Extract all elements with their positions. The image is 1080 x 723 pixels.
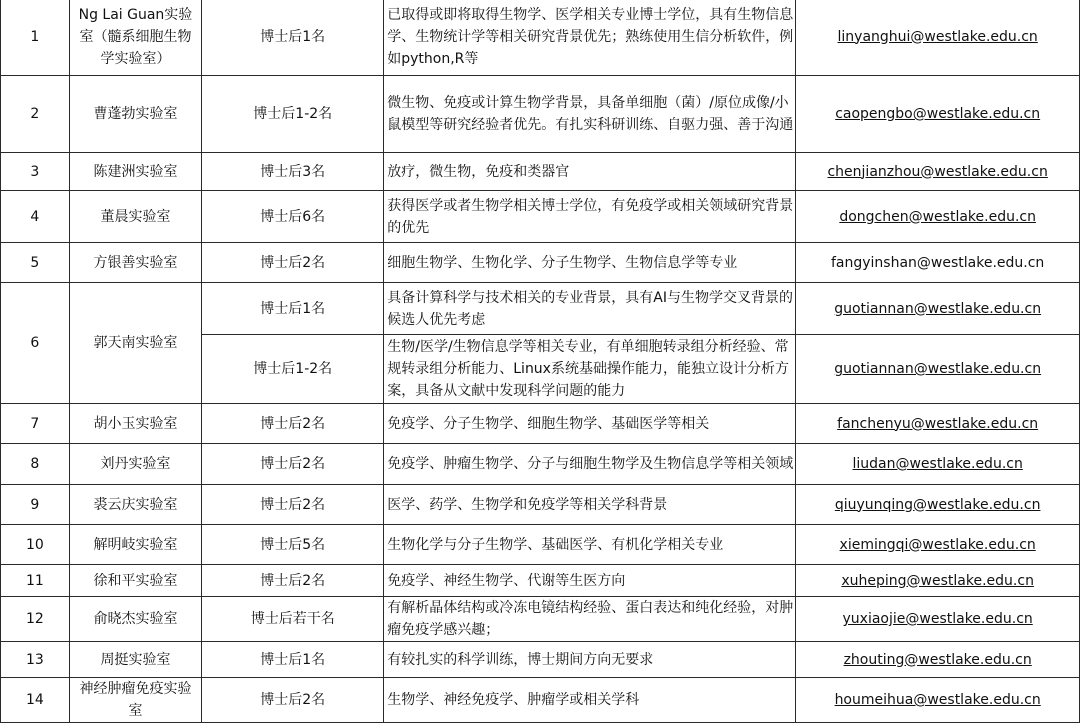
email-cell — [796, 283, 1080, 335]
row-number: 1 — [1, 0, 70, 76]
position-count: 博士后6名 — [202, 191, 384, 243]
position-count: 博士后1名 — [202, 0, 384, 76]
requirements: 有解析晶体结构或冷冻电镜结构经验、蛋白表达和纯化经验，对肿瘤免疫学感兴趣； — [384, 597, 796, 642]
email-cell — [796, 76, 1080, 153]
table-row — [1, 678, 1080, 723]
position-count: 博士后1名 — [202, 283, 384, 335]
email-link[interactable]: dongchen@westlake.edu.cn — [839, 208, 1036, 225]
table-row — [1, 243, 1080, 283]
requirements: 具备计算科学与技术相关的专业背景，具有AI与生物学交叉背景的候选人优先考虑 — [384, 283, 796, 335]
table-row — [1, 642, 1080, 678]
lab-name: 俞晓杰实验室 — [69, 597, 202, 642]
email-cell — [796, 678, 1080, 723]
position-count: 博士后1-2名 — [202, 76, 384, 153]
row-number: 6 — [1, 283, 70, 404]
lab-name: 解明岐实验室 — [69, 525, 202, 565]
position-count: 博士后1-2名 — [202, 335, 384, 404]
email-link[interactable]: liudan@westlake.edu.cn — [852, 456, 1023, 472]
table-row — [1, 76, 1080, 153]
row-number: 8 — [1, 444, 70, 485]
email-link[interactable]: caopengbo@westlake.edu.cn — [835, 106, 1041, 122]
email-link[interactable]: xuheping@westlake.edu.cn — [841, 572, 1034, 589]
requirements: 免疫学、分子生物学、细胞生物学、基础医学等相关 — [384, 404, 796, 444]
row-number: 3 — [1, 153, 70, 191]
requirements: 获得医学或者生物学相关博士学位，有免疫学或相关领域研究背景的优先 — [384, 191, 796, 243]
table-row — [1, 565, 1080, 597]
table-row — [1, 485, 1080, 525]
table-row — [1, 153, 1080, 191]
lab-name: 郭天南实验室 — [69, 283, 202, 404]
email-cell — [796, 191, 1080, 243]
table-body — [1, 0, 1080, 723]
requirements: 免疫学、神经生物学、代谢等生医方向 — [384, 565, 796, 597]
row-number: 13 — [1, 642, 70, 678]
email-link[interactable]: yuxiaojie@westlake.edu.cn — [842, 611, 1033, 627]
table-row — [1, 597, 1080, 642]
lab-name: 神经肿瘤免疫实验室 — [69, 678, 202, 723]
lab-name: 陈建洲实验室 — [69, 153, 202, 191]
table-row — [1, 283, 1080, 335]
row-number: 7 — [1, 404, 70, 444]
position-count: 博士后2名 — [202, 404, 384, 444]
position-count: 博士后2名 — [202, 444, 384, 485]
lab-name: 方银善实验室 — [69, 243, 202, 283]
email-cell — [796, 153, 1080, 191]
position-count: 博士后2名 — [202, 243, 384, 283]
email-link[interactable]: guotiannan@westlake.edu.cn — [834, 361, 1042, 377]
requirements: 微生物、免疫或计算生物学背景，具备单细胞（菌）/原位成像/小鼠模型等研究经验者优先。有扎实科研训练、自驱力强、善于沟通 — [384, 76, 796, 153]
position-count: 博士后2名 — [202, 485, 384, 525]
lab-name: 徐和平实验室 — [69, 565, 202, 597]
requirements: 已取得或即将取得生物学、医学相关专业博士学位，具有生物信息学、生物统计学等相关研究背景优先；熟练使用生信分析软件，例如python,R等 — [384, 0, 796, 76]
email-cell — [796, 525, 1080, 565]
email-link[interactable]: fanchenyu@westlake.edu.cn — [837, 415, 1039, 432]
email-link[interactable]: houmeihua@westlake.edu.cn — [834, 692, 1041, 708]
requirements: 生物化学与分子生物学、基础医学、有机化学相关专业 — [384, 525, 796, 565]
table-row — [1, 0, 1080, 76]
lab-name: Ng Lai Guan实验室（髓系细胞生物学实验室） — [69, 0, 202, 76]
lab-name: 胡小玉实验室 — [69, 404, 202, 444]
email-cell — [796, 243, 1080, 283]
email-link[interactable]: zhouting@westlake.edu.cn — [843, 651, 1032, 668]
lab-name: 刘丹实验室 — [69, 444, 202, 485]
position-count: 博士后若干名 — [202, 597, 384, 642]
email-link[interactable]: linyanghui@westlake.edu.cn — [837, 28, 1038, 45]
requirements: 生物学、神经免疫学、肿瘤学或相关学科 — [384, 678, 796, 723]
row-number: 14 — [1, 678, 70, 723]
table-row — [1, 525, 1080, 565]
position-count: 博士后3名 — [202, 153, 384, 191]
email-cell — [796, 0, 1080, 76]
row-number: 11 — [1, 565, 70, 597]
requirements: 免疫学、肿瘤生物学、分子与细胞生物学及生物信息学等相关领域 — [384, 444, 796, 485]
requirements: 医学、药学、生物学和免疫学等相关学科背景 — [384, 485, 796, 525]
lab-name: 曹蓬勃实验室 — [69, 76, 202, 153]
email-link[interactable]: chenjianzhou@westlake.edu.cn — [827, 163, 1048, 180]
email-cell — [796, 565, 1080, 597]
row-number: 12 — [1, 597, 70, 642]
table-row — [1, 404, 1080, 444]
lab-name: 董晨实验室 — [69, 191, 202, 243]
email-cell — [796, 642, 1080, 678]
position-count: 博士后2名 — [202, 565, 384, 597]
email-cell — [796, 404, 1080, 444]
requirements: 细胞生物学、生物化学、分子生物学、生物信息学等专业 — [384, 243, 796, 283]
row-number: 4 — [1, 191, 70, 243]
lab-name: 裘云庆实验室 — [69, 485, 202, 525]
row-number: 5 — [1, 243, 70, 283]
email-link[interactable]: qiuyunqing@westlake.edu.cn — [834, 496, 1041, 513]
row-number: 10 — [1, 525, 70, 565]
email-cell — [796, 444, 1080, 485]
requirements: 生物/医学/生物信息学等相关专业，有单细胞转录组分析经验、常规转录组分析能力、Linux系统基础操作能力，能独立设计分析方案，具备从文献中发现科学问题的能力 — [384, 335, 796, 404]
requirements: 有较扎实的科学训练，博士期间方向无要求 — [384, 642, 796, 678]
requirements: 放疗，微生物，免疫和类器官 — [384, 153, 796, 191]
email-cell — [796, 335, 1080, 404]
position-count: 博士后5名 — [202, 525, 384, 565]
row-number: 9 — [1, 485, 70, 525]
email-cell — [796, 597, 1080, 642]
position-count: 博士后2名 — [202, 678, 384, 723]
email-link[interactable]: xiemingqi@westlake.edu.cn — [839, 536, 1036, 553]
row-number: 2 — [1, 76, 70, 153]
position-count: 博士后1名 — [202, 642, 384, 678]
email-link[interactable]: fangyinshan@westlake.edu.cn — [830, 254, 1045, 271]
table-row — [1, 191, 1080, 243]
lab-name: 周挺实验室 — [69, 642, 202, 678]
email-cell — [796, 485, 1080, 525]
table-row — [1, 444, 1080, 485]
email-link[interactable]: guotiannan@westlake.edu.cn — [834, 300, 1042, 317]
